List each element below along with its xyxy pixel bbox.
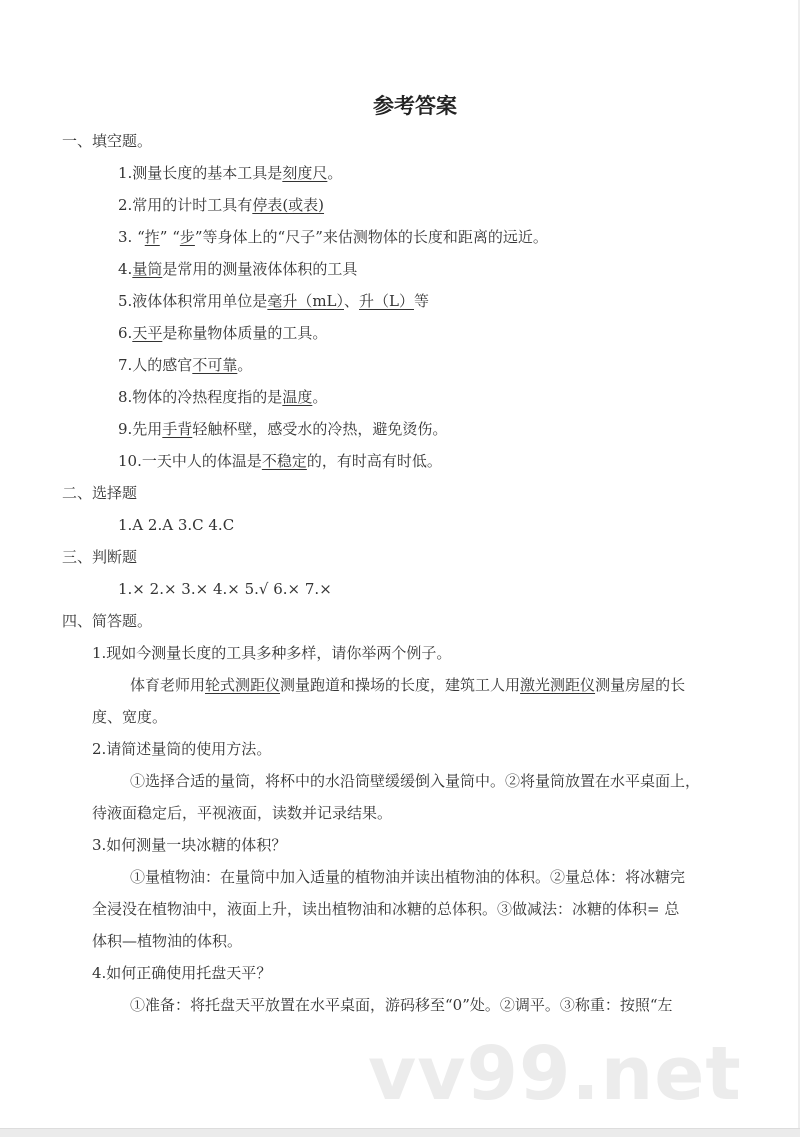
text-segment: 轻触杯壁，感受水的冷热，避免烫伤。 [192,420,448,438]
answer-underlined: 不可靠 [192,356,238,374]
text-line [118,227,548,247]
text-segment: 测量房屋的长 [595,676,686,694]
answer-underlined: 不稳定 [261,452,307,470]
text-segment: 3.如何测量一块冰糖的体积？ [92,836,287,854]
text-line [118,291,429,311]
text-line [118,579,332,599]
text-line [118,387,327,407]
text-line [118,259,357,279]
text-line [92,707,167,727]
text-line [92,739,271,759]
text-segment: 一、填空题。 [62,132,153,150]
text-segment: 1.测量长度的基本工具是 [118,164,283,182]
text-segment: 四、简答题。 [62,612,153,630]
text-segment: 的，有时高有时低。 [306,452,442,470]
watermark: vv99.net [368,1031,742,1117]
text-segment: 4. [118,260,133,278]
text-segment: 10.一天中人的体温是 [118,452,262,470]
text-segment: 。 [237,356,253,374]
text-segment: 2.请简述量筒的使用方法。 [92,740,272,758]
text-line [118,323,327,343]
text-segment: 待液面稳定后，平视液面，读数并记录结果。 [92,804,393,822]
text-line [118,355,252,375]
text-segment: 度、宽度。 [92,708,168,726]
answer-underlined: 量筒 [132,260,163,278]
text-segment: 。 [327,164,343,182]
text-segment: ①选择合适的量筒，将杯中的水沿筒壁缓缓倒入量筒中。②将量筒放置在水平桌面上， [130,772,701,790]
answer-underlined: 温度 [282,388,313,406]
text-segment: 3. “ [118,228,145,246]
answer-underlined: 激光测距仪 [520,676,596,694]
text-segment: 是称量物体质量的工具。 [162,324,328,342]
text-segment: 测量跑道和操场的长度，建筑工人用 [280,676,521,694]
text-line [118,195,324,215]
text-line [118,419,447,439]
text-line [118,163,342,183]
text-line [92,963,271,983]
text-line [92,931,242,951]
text-line [92,835,286,855]
text-segment: 体育老师用 [130,676,206,694]
answer-underlined: 毫升（mL） [267,292,344,310]
text-segment: 2.常用的计时工具有 [118,196,253,214]
text-segment: ”等身体上的“尺子”来估测物体的长度和距离的远近。 [194,228,548,246]
text-segment: 、 [344,292,360,310]
text-line [92,803,392,823]
text-segment: 5.液体体积常用单位是 [118,292,268,310]
text-line [130,771,700,791]
text-segment: ①量植物油：在量筒中加入适量的植物油并读出植物油的体积。②量总体：将冰糖完 [130,868,686,886]
answer-underlined: 轮式测距仪 [205,676,281,694]
text-line [62,131,152,151]
text-segment: 二、选择题 [62,484,138,502]
answer-underlined: 刻度尺 [282,164,328,182]
text-line [62,611,152,631]
text-segment: 体积—植物油的体积。 [92,932,243,950]
text-segment: 7.人的感官 [118,356,193,374]
text-segment: 8.物体的冷热程度指的是 [118,388,283,406]
text-segment: 1.× 2.× 3.× 4.× 5.√ 6.× 7.× [118,580,332,598]
text-segment: 1.A 2.A 3.C 4.C [118,516,235,534]
answer-underlined: 手背 [162,420,193,438]
text-line [92,643,451,663]
text-line [62,483,137,503]
answer-underlined: 停表(或表) [252,196,325,214]
text-segment: 等 [413,292,429,310]
text-segment: 全浸没在植物油中，液面上升，读出植物油和冰糖的总体积。③做减法：冰糖的体积= 总 [92,900,680,918]
text-segment: ” “ [159,228,180,246]
text-line [130,995,673,1015]
text-line [118,515,234,535]
text-segment: 6. [118,324,133,342]
text-segment: 。 [312,388,328,406]
text-segment: 三、判断题 [62,548,138,566]
text-line [130,867,685,887]
text-segment: 1.现如今测量长度的工具多种多样，请你举两个例子。 [92,644,452,662]
answer-underlined: 拃 [144,228,160,246]
answer-underlined: 步 [179,228,195,246]
text-segment: 9.先用 [118,420,163,438]
page-bottom-edge [0,1128,800,1137]
page-title: 参考答案 [373,94,457,118]
text-line [118,451,442,471]
answer-underlined: 升（L） [359,292,414,310]
text-line [92,899,679,919]
text-segment: ①准备：将托盘天平放置在水平桌面，游码移至“0”处。②调平。③称重：按照“左 [130,996,673,1014]
text-line [130,675,685,695]
text-segment: 是常用的测量液体体积的工具 [162,260,358,278]
text-line [62,547,137,567]
answer-underlined: 天平 [132,324,163,342]
text-segment: 4.如何正确使用托盘天平？ [92,964,272,982]
